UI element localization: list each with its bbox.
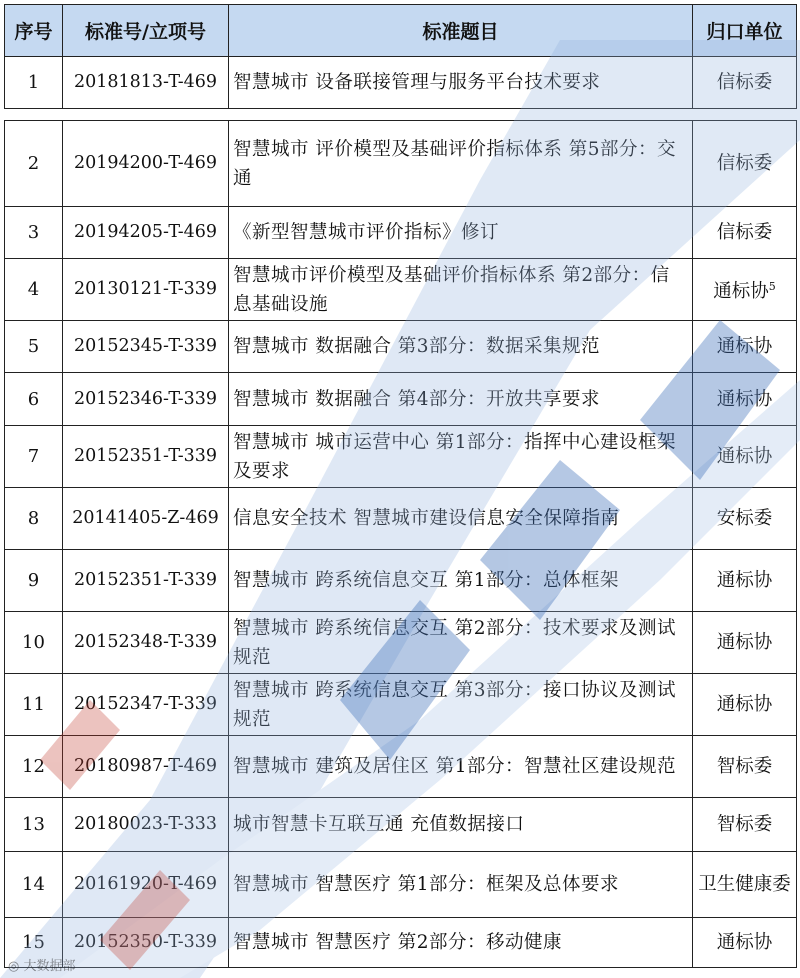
row-title: 智慧城市 评价模型及基础评价指标体系 第5部分：交通 (229, 121, 693, 207)
row-unit: 安标委 (693, 488, 797, 550)
table-row (5, 918, 797, 968)
row-title: 智慧城市 数据融合 第4部分：开放共享要求 (229, 373, 693, 426)
row-title: 城市智慧卡互联互通 充值数据接口 (229, 798, 693, 852)
row-unit: 通标协 (693, 612, 797, 674)
row-index: 7 (5, 426, 63, 488)
table-row (5, 57, 797, 109)
table-row (5, 488, 797, 550)
row-title: 智慧城市 跨系统信息交互 第3部分：接口协议及测试规范 (229, 674, 693, 736)
row-code: 20180023-T-333 (63, 798, 229, 852)
row-code: 20152351-T-339 (63, 426, 229, 488)
table-row (5, 207, 797, 259)
header-row (5, 5, 797, 57)
row-unit: 智标委 (693, 736, 797, 798)
table-row (5, 674, 797, 736)
row-title: 智慧城市 建筑及居住区 第1部分：智慧社区建设规范 (229, 736, 693, 798)
row-unit: 卫生健康委 (693, 852, 797, 918)
row-code: 20181813-T-469 (63, 57, 229, 109)
row-unit: 通标协 (693, 321, 797, 373)
table-row (5, 852, 797, 918)
credit-text: 大数据部 (23, 959, 76, 974)
row-unit: 通标协 (693, 550, 797, 612)
row-unit: 通标协 (693, 674, 797, 736)
row-index: 1 (5, 57, 63, 109)
row-unit: 智标委 (693, 798, 797, 852)
row-index: 3 (5, 207, 63, 259)
row-index: 14 (5, 852, 63, 918)
table-row (5, 426, 797, 488)
row-code: 20152351-T-339 (63, 550, 229, 612)
row-unit: 信标委 (693, 121, 797, 207)
row-title: 智慧城市 跨系统信息交互 第1部分：总体框架 (229, 550, 693, 612)
row-unit-cell (693, 259, 797, 321)
table-row (5, 612, 797, 674)
row-index: 11 (5, 674, 63, 736)
row-title: 智慧城市 智慧医疗 第1部分：框架及总体要求 (229, 852, 693, 918)
col-title-header: 标准题目 (229, 5, 693, 57)
row-code: 20180987-T-469 (63, 736, 229, 798)
row-index: 15 (5, 918, 63, 968)
row-index: 13 (5, 798, 63, 852)
row-code: 20161920-T-469 (63, 852, 229, 918)
row-title: 智慧城市 设备联接管理与服务平台技术要求 (229, 57, 693, 109)
col-code-header: 标准号/立项号 (63, 5, 229, 57)
row-title: 信息安全技术 智慧城市建设信息安全保障指南 (229, 488, 693, 550)
table-row (5, 321, 797, 373)
row-index: 4 (5, 259, 63, 321)
row-title: 智慧城市评价模型及基础评价指标体系 第2部分：信息基础设施 (229, 259, 693, 321)
row-unit: 通标协 (713, 281, 769, 303)
standards-table-head (4, 4, 797, 109)
table-row (5, 373, 797, 426)
row-title: 智慧城市 城市运营中心 第1部分：指挥中心建设框架及要求 (229, 426, 693, 488)
row-code: 20130121-T-339 (63, 259, 229, 321)
table-row (5, 798, 797, 852)
row-code: 20152348-T-339 (63, 612, 229, 674)
row-title: 《新型智慧城市评价指标》修订 (229, 207, 693, 259)
row-unit: 通标协 (693, 373, 797, 426)
row-index: 9 (5, 550, 63, 612)
row-unit: 通标协 (693, 918, 797, 968)
row-index: 8 (5, 488, 63, 550)
row-code: 20194200-T-469 (63, 121, 229, 207)
row-code: 20141405-Z-469 (63, 488, 229, 550)
row-index: 10 (5, 612, 63, 674)
row-code: 20152345-T-339 (63, 321, 229, 373)
row-title: 智慧城市 数据融合 第3部分：数据采集规范 (229, 321, 693, 373)
row-title: 智慧城市 智慧医疗 第2部分：移动健康 (229, 918, 693, 968)
table-row (5, 121, 797, 207)
footnote-marker: 5 (768, 280, 776, 294)
row-code: 20152346-T-339 (63, 373, 229, 426)
source-credit (8, 955, 76, 974)
row-unit: 信标委 (693, 207, 797, 259)
table-row (5, 550, 797, 612)
row-index: 12 (5, 736, 63, 798)
row-index: 2 (5, 121, 63, 207)
row-code: 20152350-T-339 (63, 918, 229, 968)
standards-table-body (4, 120, 797, 968)
camera-icon: ◎ (8, 959, 24, 974)
row-code: 20194205-T-469 (63, 207, 229, 259)
col-unit-header: 归口单位 (693, 5, 797, 57)
row-unit: 通标协 (693, 426, 797, 488)
table-row (5, 736, 797, 798)
row-code: 20152347-T-339 (63, 674, 229, 736)
row-index: 6 (5, 373, 63, 426)
row-title: 智慧城市 跨系统信息交互 第2部分：技术要求及测试规范 (229, 612, 693, 674)
row-index: 5 (5, 321, 63, 373)
table-row (5, 259, 797, 321)
col-index-header: 序号 (5, 5, 63, 57)
row-unit: 信标委 (693, 57, 797, 109)
